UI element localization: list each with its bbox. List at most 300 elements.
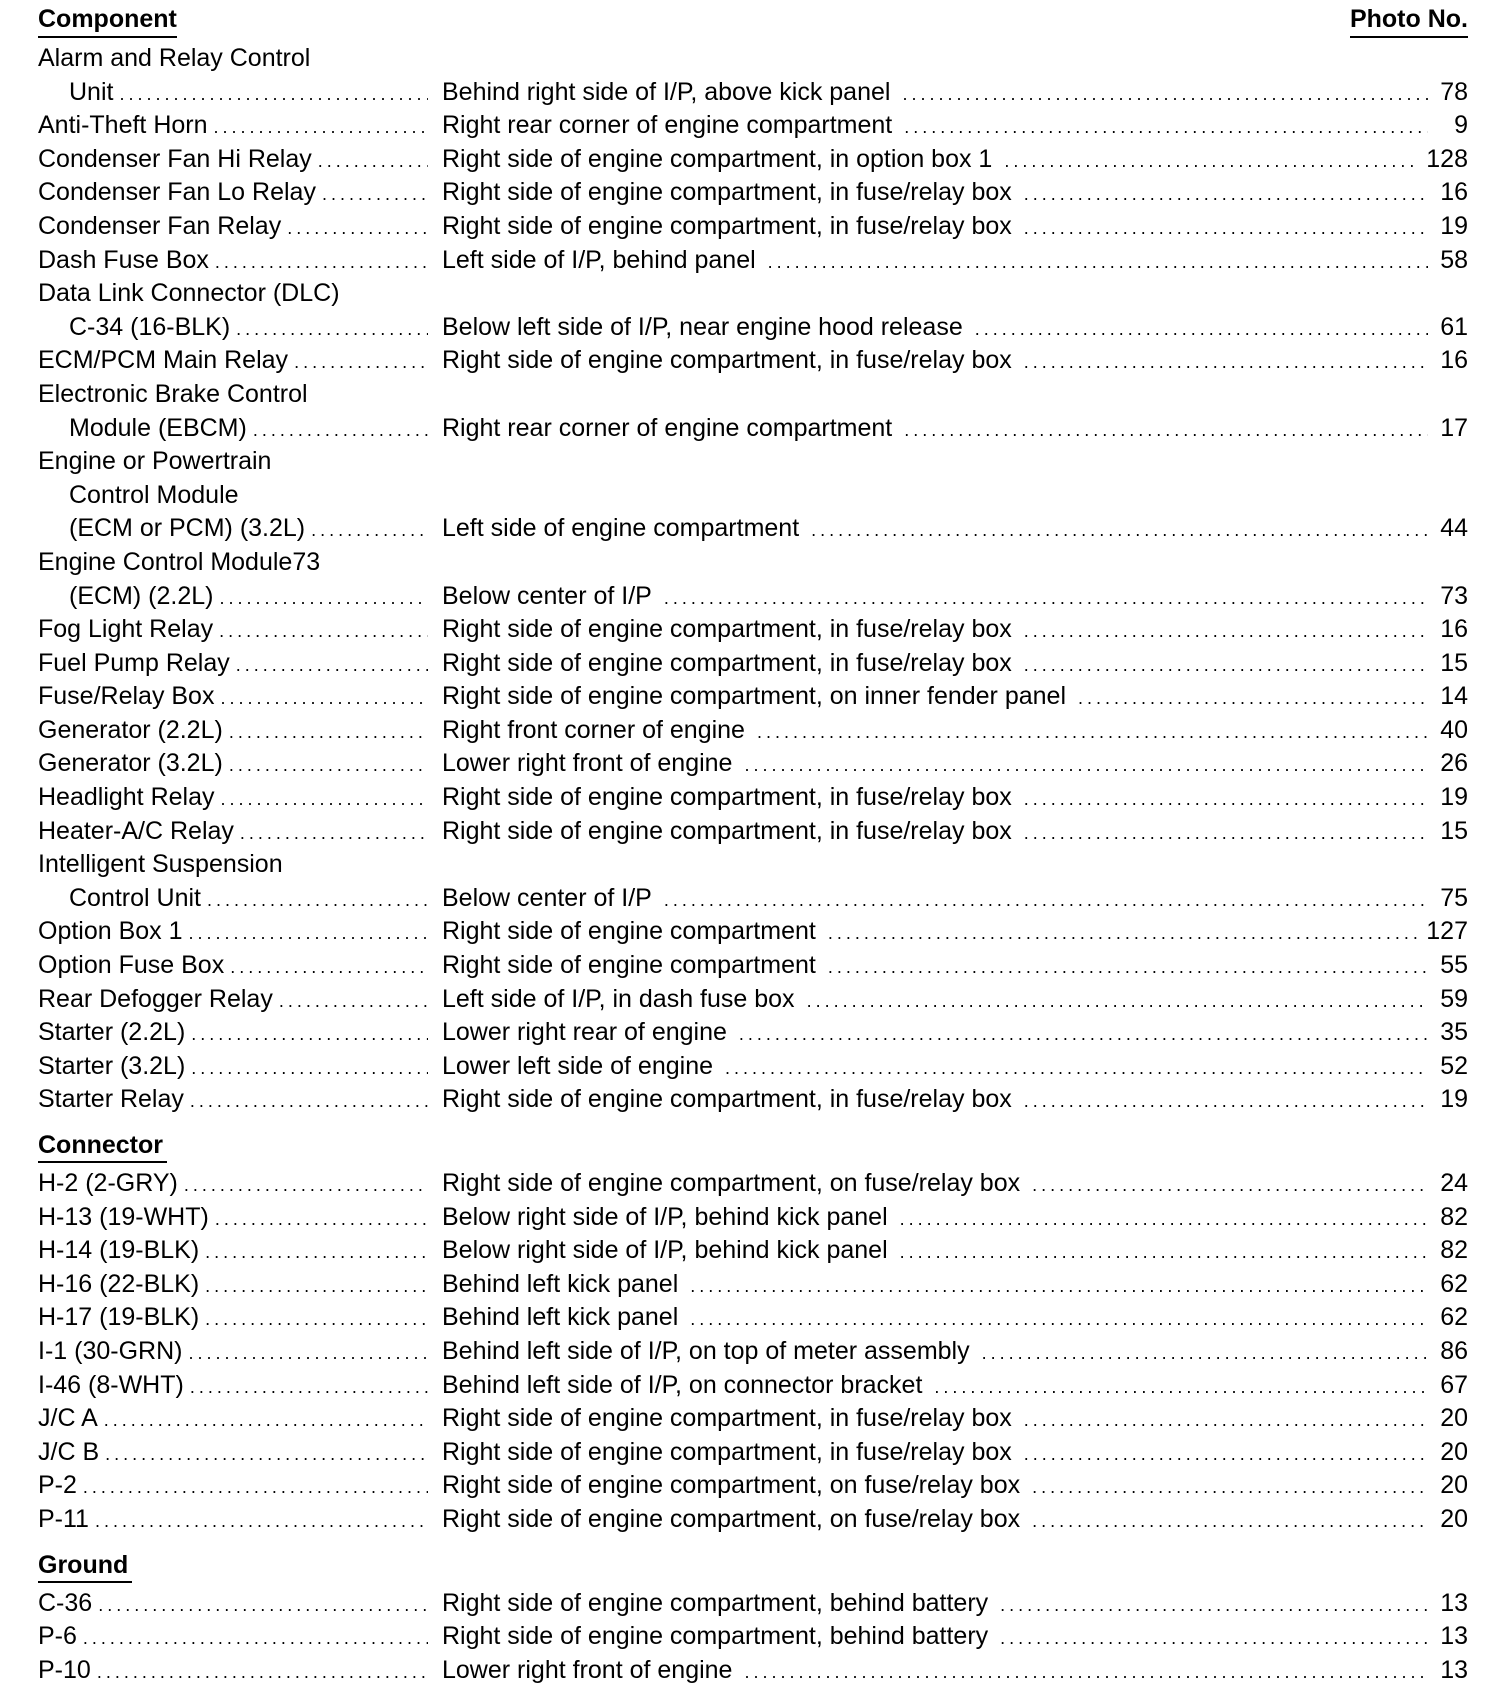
location-text: Behind right side of I/P, above kick panel (442, 77, 891, 106)
name-cell (38, 1469, 442, 1505)
dot-leader (83, 1471, 428, 1505)
location-cell (442, 176, 1468, 212)
dot-leader (207, 884, 428, 918)
dot-leader (205, 1303, 428, 1337)
item-name: Module (EBCM) (69, 413, 247, 442)
photo-number: 17 (1440, 413, 1468, 442)
dot-leader (184, 1169, 428, 1203)
item-name: Data Link Connector (DLC) (38, 279, 340, 308)
component-row (38, 815, 1468, 849)
component-row (38, 882, 1468, 916)
connectors-list (38, 1167, 1468, 1537)
location-text: Behind left side of I/P, on top of meter assembly (442, 1336, 970, 1365)
name-cell (38, 1234, 442, 1270)
name-cell (38, 412, 442, 448)
location-text: Right side of engine compartment (442, 917, 816, 946)
photo-number: 61 (1440, 312, 1468, 341)
name-cell (38, 580, 442, 616)
location-cell (442, 1503, 1468, 1539)
location-text: Below center of I/P (442, 581, 652, 610)
item-name: J/C A (38, 1404, 98, 1433)
photo-number: 62 (1440, 1303, 1468, 1332)
item-name: Fuse/Relay Box (38, 682, 215, 711)
dot-leader (1024, 1404, 1428, 1438)
component-row (38, 781, 1468, 815)
dot-leader (294, 346, 428, 380)
connector-row (38, 1369, 1468, 1403)
location-text: Right side of engine compartment, in fuse/relay box (442, 1404, 1012, 1433)
location-cell (442, 311, 1468, 347)
name-cell (38, 613, 442, 649)
connector-row (38, 1234, 1468, 1268)
location-text: Right side of engine compartment, behind battery (442, 1588, 989, 1617)
photo-number: 55 (1440, 951, 1468, 980)
location-cell (442, 210, 1468, 246)
grounds-list (38, 1587, 1468, 1688)
location-cell (442, 1016, 1468, 1052)
connector-row (38, 1167, 1468, 1201)
dot-leader (221, 783, 429, 817)
item-name: Unit (69, 77, 114, 106)
dot-leader (902, 78, 1428, 112)
location-cell (442, 580, 1468, 616)
table-header (38, 0, 1468, 42)
photo-number: 15 (1440, 648, 1468, 677)
component-row (38, 109, 1468, 143)
item-name: Starter (3.2L) (38, 1051, 186, 1080)
location-text: Right front corner of engine (442, 715, 745, 744)
photo-number: 44 (1440, 514, 1468, 543)
name-cell (38, 143, 442, 179)
dot-leader (828, 951, 1428, 985)
name-cell (38, 76, 442, 112)
component-row (38, 747, 1468, 781)
dot-leader (229, 749, 428, 783)
item-name: C-36 (38, 1588, 93, 1617)
dot-leader (1024, 615, 1428, 649)
connector-row (38, 1469, 1468, 1503)
dot-leader (189, 917, 428, 951)
name-cell (38, 210, 442, 246)
name-cell (38, 1268, 442, 1304)
name-cell (38, 244, 442, 280)
dot-leader (205, 1236, 428, 1270)
dot-leader (287, 212, 428, 246)
photo-number: 20 (1440, 1471, 1468, 1500)
location-text: Left side of I/P, in dash fuse box (442, 984, 795, 1013)
item-name: Control Unit (69, 883, 201, 912)
ground-row (38, 1587, 1468, 1621)
name-cell (38, 1436, 442, 1472)
component-row (38, 647, 1468, 681)
component-row (38, 210, 1468, 244)
name-cell (38, 1083, 442, 1119)
ground-row (38, 1654, 1468, 1688)
photo-number: 15 (1440, 816, 1468, 845)
photo-number: 16 (1440, 178, 1468, 207)
dot-leader (1024, 649, 1428, 683)
dot-leader (215, 1203, 428, 1237)
component-row (38, 1050, 1468, 1084)
location-cell (442, 1402, 1468, 1438)
location-cell (442, 747, 1468, 783)
dot-leader (220, 682, 428, 716)
component-row-continued (38, 277, 1468, 311)
item-name: P-11 (38, 1504, 89, 1533)
location-text: Right rear corner of engine compartment (442, 111, 893, 140)
dot-leader (811, 514, 1428, 548)
dot-leader (739, 1018, 1428, 1052)
item-name: Fuel Pump Relay (38, 648, 230, 677)
component-row (38, 1083, 1468, 1117)
component-row (38, 311, 1468, 345)
dot-leader (236, 649, 428, 683)
name-cell (38, 983, 442, 1019)
dot-leader (934, 1371, 1428, 1405)
photo-number: 19 (1440, 1085, 1468, 1114)
photo-number: 13 (1440, 1622, 1468, 1651)
dot-leader (205, 1270, 428, 1304)
dot-leader (690, 1270, 1428, 1304)
dot-leader (191, 1052, 428, 1086)
location-cell (442, 1654, 1468, 1690)
location-cell (442, 647, 1468, 683)
name-cell (38, 176, 442, 212)
dot-leader (664, 582, 1428, 616)
component-row (38, 680, 1468, 714)
dot-leader (119, 78, 428, 112)
component-row (38, 412, 1468, 446)
dot-leader (214, 111, 428, 145)
location-text: Behind left kick panel (442, 1303, 679, 1332)
dot-leader (1032, 1505, 1428, 1539)
dot-leader (191, 1018, 428, 1052)
name-cell (38, 277, 442, 311)
item-name: Starter Relay (38, 1085, 184, 1114)
location-cell (442, 1369, 1468, 1405)
location-cell (442, 412, 1468, 448)
dot-leader (1000, 1589, 1428, 1623)
photo-number: 86 (1440, 1336, 1468, 1365)
name-cell (38, 344, 442, 380)
location-text: Right side of engine compartment, in fuse/relay box (442, 1085, 1012, 1114)
location-text: Behind left kick panel (442, 1269, 679, 1298)
photo-number: 20 (1440, 1437, 1468, 1466)
location-text: Right side of engine compartment, in fuse/relay box (442, 346, 1012, 375)
item-name: J/C B (38, 1437, 100, 1466)
item-name: Electronic Brake Control (38, 379, 308, 408)
location-cell (442, 781, 1468, 817)
dot-leader (1000, 1622, 1428, 1656)
item-name: P-2 (38, 1471, 77, 1500)
dot-leader (190, 1085, 428, 1119)
component-row (38, 76, 1468, 110)
item-name: H-14 (19-BLK) (38, 1236, 200, 1265)
location-text: Lower right front of engine (442, 1655, 733, 1684)
location-text: Right side of engine compartment, in fuse/relay box (442, 648, 1012, 677)
photo-number: 20 (1440, 1504, 1468, 1533)
location-cell (442, 1167, 1468, 1203)
item-name: I-46 (8-WHT) (38, 1370, 184, 1399)
location-cell (442, 1469, 1468, 1505)
location-text: Right side of engine compartment, in fuse/relay box (442, 1437, 1012, 1466)
location-cell (442, 949, 1468, 985)
dot-leader (253, 414, 428, 448)
location-text: Below center of I/P (442, 883, 652, 912)
location-text: Below right side of I/P, behind kick panel (442, 1202, 888, 1231)
dot-leader (768, 246, 1428, 280)
name-cell (38, 815, 442, 851)
photo-number: 82 (1440, 1236, 1468, 1265)
dot-leader (95, 1505, 428, 1539)
connector-row (38, 1268, 1468, 1302)
location-cell (442, 1234, 1468, 1270)
name-cell (38, 445, 442, 479)
photo-number: 58 (1440, 245, 1468, 274)
item-name: Starter (2.2L) (38, 1018, 186, 1047)
dot-leader (104, 1404, 428, 1438)
name-cell (38, 747, 442, 783)
photo-number: 59 (1440, 984, 1468, 1013)
dot-leader (83, 1622, 428, 1656)
location-cell (442, 109, 1468, 145)
dot-leader (236, 313, 428, 347)
component-row (38, 580, 1468, 614)
name-cell (38, 1620, 442, 1656)
item-name: Alarm and Relay Control (38, 44, 311, 72)
location-text: Right side of engine compartment, on inner fender panel (442, 682, 1066, 711)
item-name: Generator (3.2L) (38, 749, 223, 778)
item-name: (ECM or PCM) (3.2L) (69, 514, 306, 543)
photo-number: 26 (1440, 749, 1468, 778)
photo-number: 14 (1440, 682, 1468, 711)
item-name: Anti-Theft Horn (38, 111, 208, 140)
photo-number: 35 (1440, 1018, 1468, 1047)
name-cell (38, 848, 442, 882)
component-row (38, 714, 1468, 748)
component-row (38, 512, 1468, 546)
ground-header: Ground (38, 1549, 132, 1583)
dot-leader (1032, 1169, 1428, 1203)
item-name: Condenser Fan Hi Relay (38, 144, 312, 173)
photo-number: 20 (1440, 1404, 1468, 1433)
location-cell (442, 915, 1468, 951)
dot-leader (318, 145, 428, 179)
name-cell (38, 647, 442, 683)
location-cell (442, 1201, 1468, 1237)
connector-row (38, 1335, 1468, 1369)
name-cell (38, 1369, 442, 1405)
item-name: Control Module (69, 480, 239, 509)
item-name: Generator (2.2L) (38, 715, 223, 744)
connector-row (38, 1436, 1468, 1470)
dot-leader (744, 749, 1428, 783)
item-name: Engine Control Module73 (38, 547, 321, 576)
location-text: Right side of engine compartment, behind battery (442, 1622, 989, 1651)
location-text: Lower left side of engine (442, 1051, 714, 1080)
photo-number: 13 (1440, 1588, 1468, 1617)
photo-number: 13 (1440, 1655, 1468, 1684)
dot-leader (279, 985, 428, 1019)
name-cell (38, 882, 442, 918)
name-cell (38, 1335, 442, 1371)
photo-number: 82 (1440, 1202, 1468, 1231)
location-cell (442, 1050, 1468, 1086)
components-list (38, 42, 1468, 1117)
dot-leader (229, 716, 428, 750)
item-name: Option Fuse Box (38, 951, 225, 980)
location-cell (442, 1436, 1468, 1472)
location-cell (442, 1268, 1468, 1304)
component-row-continued (38, 479, 1468, 513)
location-text: Left side of I/P, behind panel (442, 245, 756, 274)
dot-leader (725, 1052, 1428, 1086)
location-cell (442, 815, 1468, 851)
name-cell (38, 1301, 442, 1337)
dot-leader (105, 1438, 428, 1472)
component-row-continued (38, 42, 1468, 76)
component-row (38, 176, 1468, 210)
name-cell (38, 1016, 442, 1052)
item-name: Condenser Fan Lo Relay (38, 178, 316, 207)
dot-leader (690, 1303, 1428, 1337)
dot-leader (219, 582, 428, 616)
item-name: Heater-A/C Relay (38, 816, 234, 845)
dot-leader (1024, 783, 1428, 817)
dot-leader (1024, 178, 1428, 212)
location-cell (442, 76, 1468, 112)
location-text: Below left side of I/P, near engine hood release (442, 312, 963, 341)
location-text: Right side of engine compartment, in fuse/relay box (442, 178, 1012, 207)
name-cell (38, 714, 442, 750)
name-cell (38, 378, 442, 412)
item-name: Headlight Relay (38, 783, 215, 812)
dot-leader (1024, 212, 1428, 246)
item-name: Dash Fuse Box (38, 245, 209, 274)
dot-leader (240, 817, 428, 851)
dot-leader (1032, 1471, 1428, 1505)
location-text: Right side of engine compartment, in option box 1 (442, 144, 993, 173)
photo-number: 128 (1426, 144, 1468, 173)
item-name: Fog Light Relay (38, 615, 214, 644)
name-cell (38, 1050, 442, 1086)
photo-number: 16 (1440, 346, 1468, 375)
location-text: Lower right front of engine (442, 749, 733, 778)
location-cell (442, 1083, 1468, 1119)
item-name: H-16 (22-BLK) (38, 1269, 200, 1298)
item-name: C-34 (16-BLK) (69, 312, 231, 341)
location-text: Right rear corner of engine compartment (442, 413, 893, 442)
dot-leader (904, 414, 1428, 448)
dot-leader (230, 951, 428, 985)
item-name: I-1 (30-GRN) (38, 1336, 183, 1365)
dot-leader (190, 1371, 428, 1405)
dot-leader (219, 615, 428, 649)
location-text: Right side of engine compartment, on fuse/relay box (442, 1471, 1021, 1500)
component-header: Component (38, 2, 177, 38)
dot-leader (975, 313, 1428, 347)
component-row (38, 143, 1468, 177)
photo-number: 127 (1426, 917, 1468, 946)
dot-leader (1024, 346, 1428, 380)
connector-row (38, 1402, 1468, 1436)
component-row (38, 983, 1468, 1017)
component-row-continued (38, 378, 1468, 412)
ground-row (38, 1620, 1468, 1654)
location-text: Right side of engine compartment, in fuse/relay box (442, 783, 1012, 812)
component-row-continued (38, 848, 1468, 882)
item-name: P-10 (38, 1655, 91, 1684)
connector-row (38, 1503, 1468, 1537)
location-text: Right side of engine compartment (442, 951, 816, 980)
dot-leader (900, 1203, 1428, 1237)
photo-number: 67 (1440, 1370, 1468, 1399)
component-row (38, 613, 1468, 647)
dot-leader (664, 884, 1428, 918)
name-cell (38, 1201, 442, 1237)
name-cell (38, 512, 442, 548)
photo-number: 78 (1440, 77, 1468, 106)
location-cell (442, 1301, 1468, 1337)
photo-number: 52 (1440, 1051, 1468, 1080)
location-text: Right side of engine compartment, in fuse/relay box (442, 211, 1012, 240)
item-name: H-2 (2-GRY) (38, 1169, 178, 1197)
location-text: Behind left side of I/P, on connector bracket (442, 1370, 923, 1399)
dot-leader (311, 514, 428, 548)
item-name: Condenser Fan Relay (38, 211, 282, 240)
dot-leader (1024, 817, 1428, 851)
photo-number: 62 (1440, 1269, 1468, 1298)
item-name: (ECM) (2.2L) (69, 581, 214, 610)
photo-number: 24 (1440, 1169, 1468, 1197)
component-row (38, 915, 1468, 949)
dot-leader (1024, 1085, 1428, 1119)
location-text: Right side of engine compartment, on fuse/relay box (442, 1169, 1021, 1197)
dot-leader (215, 246, 428, 280)
dot-leader (322, 178, 428, 212)
name-cell (38, 311, 442, 347)
location-cell (442, 613, 1468, 649)
connector-header: Connector (38, 1129, 167, 1163)
name-cell (38, 1587, 442, 1623)
dot-leader (757, 716, 1428, 750)
name-cell (38, 546, 442, 580)
locator-page (38, 0, 1468, 1687)
location-cell (442, 244, 1468, 280)
photo-number: 73 (1440, 581, 1468, 610)
name-cell (38, 915, 442, 951)
location-text: Lower right rear of engine (442, 1018, 727, 1047)
item-name: ECM/PCM Main Relay (38, 346, 289, 375)
photo-number: 9 (1454, 111, 1468, 140)
name-cell (38, 1167, 442, 1203)
name-cell (38, 109, 442, 145)
location-text: Right side of engine compartment, on fuse/relay box (442, 1504, 1021, 1533)
component-row-continued (38, 546, 1468, 580)
location-cell (442, 1620, 1468, 1656)
location-text: Right side of engine compartment, in fuse/relay box (442, 615, 1012, 644)
dot-leader (982, 1337, 1428, 1371)
name-cell (38, 680, 442, 716)
dot-leader (828, 917, 1420, 951)
location-cell (442, 882, 1468, 918)
name-cell (38, 1503, 442, 1539)
connector-row (38, 1301, 1468, 1335)
dot-leader (807, 985, 1428, 1019)
name-cell (38, 42, 442, 76)
location-cell (442, 1335, 1468, 1371)
photo-number: 40 (1440, 715, 1468, 744)
